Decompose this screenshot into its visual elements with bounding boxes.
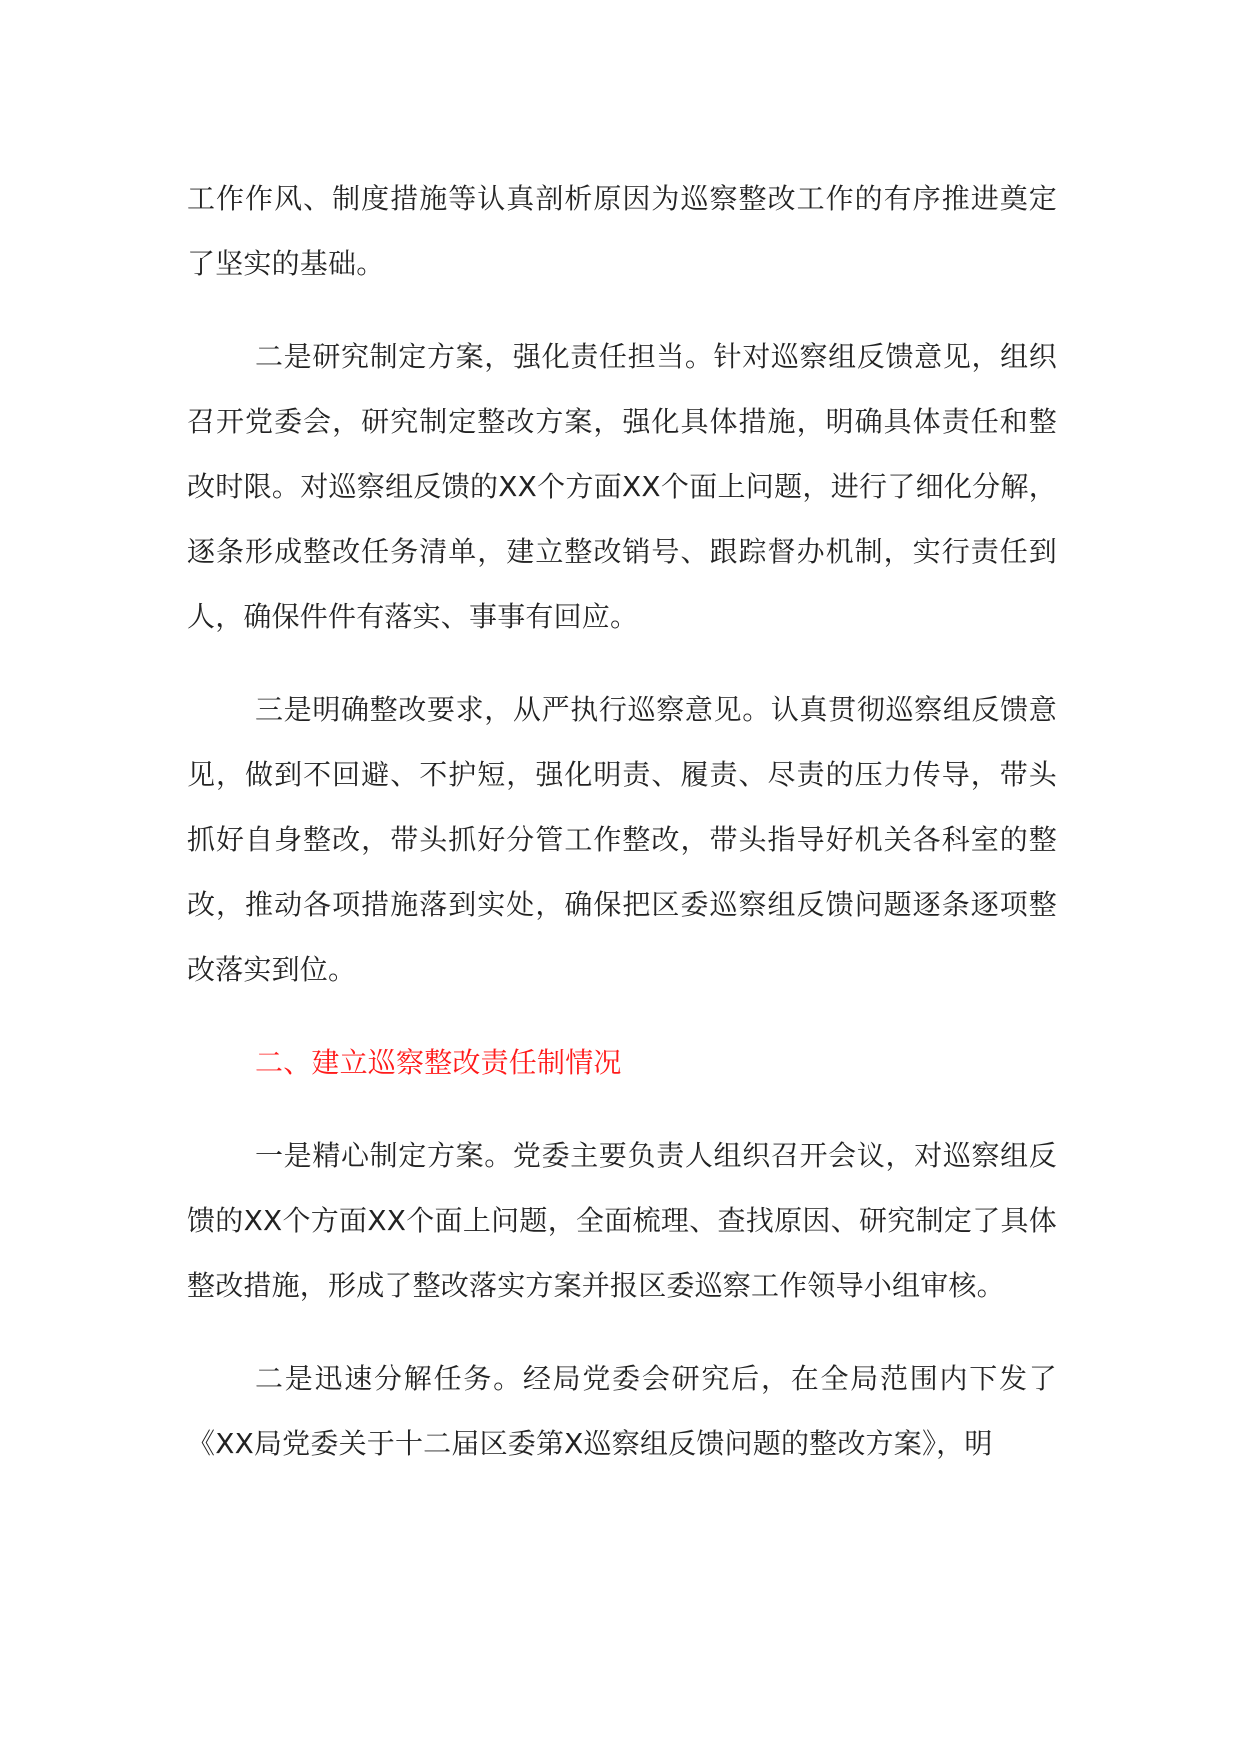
section-heading: 二、建立巡察整改责任制情况 (255, 1046, 622, 1079)
document-body (187, 166, 1057, 1476)
paragraph-formulate-plan: 一是精心制定方案。党委主要负责人组织召开会议，对巡察组反馈的XX个方面XX个面上问题，全面梳理、查找原因、研究制定了具体整改措施，形成了整改落实方案并报区委巡察工作领导小组审核。 (187, 1139, 1057, 1302)
paragraph-continuation: 工作作风、制度措施等认真剖析原因为巡察整改工作的有序推进奠定了坚实的基础。 (187, 182, 1057, 280)
paragraph-research-plan: 二是研究制定方案，强化责任担当。针对巡察组反馈意见，组织召开党委会，研究制定整改方案，强化具体措施，明确具体责任和整改时限。对巡察组反馈的XX个方面XX个面上问题，进行了细化分解，逐条形成整改任务清单，建立整改销号、跟踪督办机制，实行责任到人，确保件件有落实、事事有回应。 (187, 340, 1057, 633)
paragraph-rectification-requirements: 三是明确整改要求，从严执行巡察意见。认真贯彻巡察组反馈意见，做到不回避、不护短，强化明责、履责、尽责的压力传导，带头抓好自身整改，带头抓好分管工作整改，带头指导好机关各科室的整改，推动各项措施落到实处，确保把区委巡察组反馈问题逐条逐项整改落实到位。 (187, 693, 1057, 986)
paragraph-decompose-tasks: 二是迅速分解任务。经局党委会研究后，在全局范围内下发了《XX局党委关于十二届区委第X巡察组反馈问题的整改方案》，明 (187, 1362, 1057, 1460)
